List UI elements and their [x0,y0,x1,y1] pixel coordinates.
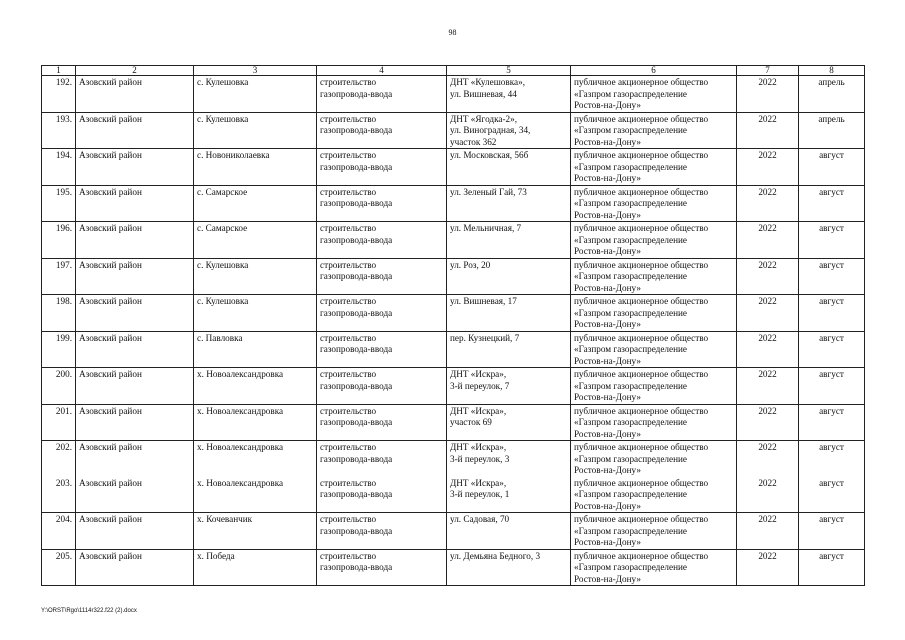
organization-cell-line: публичное акционерное общество [574,259,709,270]
column-header: 5 [447,66,571,76]
column-header: 2 [76,66,194,76]
organization-cell-line: «Газпром газораспределение [574,344,687,354]
year-cell: 2022 [737,331,799,368]
year-cell: 2022 [737,368,799,405]
work-cell-line: газопровода-ввода [320,417,393,427]
row-number: 193. [42,112,76,149]
month-cell: август [799,331,865,368]
work-cell [317,441,447,477]
settlement-cell: х. Новоалександровка [194,368,317,405]
month-cell: август [799,149,865,186]
table-row [42,185,865,222]
registry-table [41,65,865,586]
organization-cell-line: «Газпром газораспределение [574,271,687,281]
organization-cell [571,513,737,550]
organization-cell-line: публичное акционерное общество [574,405,709,416]
settlement-cell: с. Кулешовка [194,112,317,149]
address-cell-line: ул. Демьяна Бедного, 3 [450,550,541,561]
year-cell: 2022 [737,258,799,295]
table-row [42,477,865,513]
month-cell: август [799,477,865,513]
district-cell: Азовский район [76,222,194,259]
year-cell: 2022 [737,477,799,513]
address-cell [447,222,571,259]
month-cell: август [799,258,865,295]
work-cell-line: газопровода-ввода [320,125,393,135]
column-header: 8 [799,66,865,76]
work-cell-line: строительство [320,150,377,160]
work-cell-line: строительство [320,296,377,306]
year-cell: 2022 [737,222,799,259]
year-cell: 2022 [737,76,799,113]
organization-cell-line: публичное акционерное общество [574,442,709,452]
table-row [42,513,865,550]
work-cell [317,258,447,295]
organization-cell-line: «Газпром газораспределение [574,307,687,318]
work-cell-line: строительство [320,442,377,452]
work-cell-line: газопровода-ввода [320,380,393,391]
year-cell: 2022 [737,185,799,222]
month-cell: август [799,441,865,477]
organization-cell [571,331,737,368]
work-cell-line: строительство [320,77,377,87]
address-cell [447,513,571,550]
month-cell: август [799,295,865,332]
work-cell-line: газопровода-ввода [320,307,393,318]
organization-cell-line: публичное акционерное общество [574,369,709,379]
column-header: 4 [317,66,447,76]
organization-cell [571,368,737,405]
work-cell-line: строительство [320,223,377,233]
address-cell-line: ДНТ «Искра», [450,405,507,416]
address-cell-line: ДНТ «Искра», [450,477,507,488]
row-number: 196. [42,222,76,259]
work-cell [317,185,447,222]
column-header: 6 [571,66,737,76]
settlement-cell: х. Новоалександровка [194,404,317,441]
month-cell: август [799,404,865,441]
month-cell: август [799,513,865,550]
address-cell-line: 3-й переулок, 7 [450,380,510,391]
address-cell-line: 3-й переулок, 3 [450,453,510,464]
organization-cell [571,76,737,113]
settlement-cell: с. Кулешовка [194,295,317,332]
work-cell-line: газопровода-ввода [320,234,393,245]
work-cell-line: газопровода-ввода [320,562,393,572]
district-cell: Азовский район [76,295,194,332]
organization-cell-line: публичное акционерное общество [574,477,709,488]
organization-cell-line: публичное акционерное общество [574,223,709,233]
organization-cell-line: Ростов-на-Дону» [574,136,641,147]
organization-cell-line: публичное акционерное общество [574,77,709,87]
settlement-cell: х. Победа [194,549,317,586]
work-cell [317,295,447,332]
work-cell-line: газопровода-ввода [320,88,393,99]
work-cell [317,112,447,149]
table-row [42,368,865,405]
organization-cell-line: «Газпром газораспределение [574,525,687,536]
address-cell [447,331,571,368]
address-cell-line: участок 69 [450,417,492,427]
row-number: 192. [42,76,76,113]
row-number: 204. [42,513,76,550]
address-cell [447,258,571,295]
row-number: 205. [42,549,76,586]
organization-cell-line: «Газпром газораспределение [574,198,687,208]
organization-cell-line: Ростов-на-Дону» [574,246,641,256]
row-number: 195. [42,185,76,222]
organization-cell-line: «Газпром газораспределение [574,562,687,572]
table-row [42,441,865,477]
row-number: 202. [42,441,76,477]
organization-cell [571,404,737,441]
organization-cell [571,441,737,477]
work-cell-line: газопровода-ввода [320,271,393,281]
work-cell-line: строительство [320,405,377,416]
organization-cell-line: публичное акционерное общество [574,296,709,306]
address-cell-line: пер. Кузнецкий, 7 [450,332,520,343]
address-cell-line: ДНТ «Кулешовка», [450,77,525,87]
work-cell-line: газопровода-ввода [320,525,393,536]
work-cell [317,76,447,113]
address-cell-line: ул. Вишневая, 44 [450,88,517,99]
work-cell-line: газопровода-ввода [320,161,393,172]
district-cell: Азовский район [76,513,194,550]
row-number: 203. [42,477,76,513]
organization-cell-line: Ростов-на-Дону» [574,100,641,110]
address-cell-line: ДНТ «Искра», [450,442,507,452]
address-cell [447,441,571,477]
address-cell-line: ул. Садовая, 70 [450,514,510,524]
month-cell: август [799,368,865,405]
organization-cell [571,112,737,149]
settlement-cell: х. Новоалександровка [194,441,317,477]
organization-cell-line: публичное акционерное общество [574,186,709,197]
month-cell: август [799,222,865,259]
work-cell [317,513,447,550]
address-cell [447,368,571,405]
address-cell-line: ул. Зеленый Гай, 73 [450,186,527,197]
work-cell [317,404,447,441]
district-cell: Азовский район [76,185,194,222]
column-header: 3 [194,66,317,76]
table-row [42,112,865,149]
address-cell-line: ДНТ «Искра», [450,369,507,379]
settlement-cell: с. Павловка [194,331,317,368]
organization-cell-line: Ростов-на-Дону» [574,500,641,511]
row-number: 198. [42,295,76,332]
work-cell-line: газопровода-ввода [320,344,393,354]
organization-cell-line: публичное акционерное общество [574,514,709,524]
work-cell-line: строительство [320,259,377,270]
organization-cell-line: «Газпром газораспределение [574,88,687,99]
organization-cell [571,258,737,295]
organization-cell-line: «Газпром газораспределение [574,125,687,135]
table-row [42,331,865,368]
district-cell: Азовский район [76,258,194,295]
organization-cell [571,477,737,513]
work-cell [317,222,447,259]
page-number: 98 [448,28,457,37]
month-cell: апрель [799,76,865,113]
table-row [42,295,865,332]
address-cell-line: ул. Роз, 20 [450,259,491,270]
address-cell [447,149,571,186]
settlement-cell: с. Самарское [194,222,317,259]
address-cell-line: ул. Мельничная, 7 [450,223,522,233]
column-header: 7 [737,66,799,76]
organization-cell-line: Ростов-на-Дону» [574,173,641,183]
row-number: 199. [42,331,76,368]
work-cell-line: строительство [320,369,377,379]
district-cell: Азовский район [76,441,194,477]
address-cell-line: ул. Московская, 56б [450,150,529,160]
work-cell-line: газопровода-ввода [320,198,393,208]
organization-cell-line: Ростов-на-Дону» [574,428,641,439]
district-cell: Азовский район [76,404,194,441]
work-cell-line: газопровода-ввода [320,453,393,464]
organization-cell-line: «Газпром газораспределение [574,417,687,427]
organization-cell [571,222,737,259]
year-cell: 2022 [737,149,799,186]
organization-cell-line: публичное акционерное общество [574,150,709,160]
organization-cell-line: публичное акционерное общество [574,332,709,343]
address-cell [447,404,571,441]
work-cell [317,549,447,586]
district-cell: Азовский район [76,76,194,113]
month-cell: апрель [799,112,865,149]
month-cell: август [799,549,865,586]
year-cell: 2022 [737,295,799,332]
settlement-cell: х. Новоалександровка [194,477,317,513]
settlement-cell: с. Новониколаевка [194,149,317,186]
table-row [42,404,865,441]
work-cell-line: строительство [320,514,377,524]
organization-cell [571,185,737,222]
table-row [42,149,865,186]
organization-cell-line: Ростов-на-Дону» [574,573,641,584]
work-cell [317,477,447,513]
district-cell: Азовский район [76,477,194,513]
organization-cell-line: Ростов-на-Дону» [574,209,641,220]
address-cell-line: участок 362 [450,136,497,147]
work-cell [317,368,447,405]
organization-cell-line: Ростов-на-Дону» [574,465,641,475]
settlement-cell: с. Кулешовка [194,76,317,113]
table-row [42,258,865,295]
work-cell-line: строительство [320,332,377,343]
address-cell [447,185,571,222]
district-cell: Азовский район [76,368,194,405]
year-cell: 2022 [737,549,799,586]
row-number: 197. [42,258,76,295]
work-cell-line: строительство [320,113,377,124]
organization-cell-line: Ростов-на-Дону» [574,282,641,293]
row-number: 194. [42,149,76,186]
work-cell [317,149,447,186]
organization-cell-line: «Газпром газораспределение [574,161,687,172]
address-cell-line: 3-й переулок, 1 [450,489,510,499]
organization-cell-line: Ростов-на-Дону» [574,537,641,547]
organization-cell-line: публичное акционерное общество [574,113,709,124]
column-number-row [42,66,865,76]
organization-cell-line: «Газпром газораспределение [574,453,687,464]
district-cell: Азовский район [76,549,194,586]
address-cell [447,295,571,332]
address-cell [447,549,571,586]
file-path-footer: Y:\ORST\Rgo\1114r322.f22 (2).docx [41,608,137,614]
row-number: 201. [42,404,76,441]
district-cell: Азовский район [76,112,194,149]
settlement-cell: х. Кочеванчик [194,513,317,550]
work-cell-line: строительство [320,477,377,488]
work-cell [317,331,447,368]
organization-cell [571,149,737,186]
settlement-cell: с. Кулешовка [194,258,317,295]
organization-cell-line: «Газпром газораспределение [574,489,687,499]
organization-cell-line: Ростов-на-Дону» [574,319,641,329]
organization-cell [571,295,737,332]
organization-cell-line: «Газпром газораспределение [574,234,687,245]
year-cell: 2022 [737,441,799,477]
organization-cell-line: публичное акционерное общество [574,550,709,561]
district-cell: Азовский район [76,149,194,186]
organization-cell-line: Ростов-на-Дону» [574,355,641,366]
table-row [42,549,865,586]
address-cell-line: ДНТ «Ягодка-2», [450,113,518,124]
work-cell-line: строительство [320,186,377,197]
address-cell-line: ул. Виноградная, 34, [450,125,531,135]
organization-cell [571,549,737,586]
year-cell: 2022 [737,404,799,441]
month-cell: август [799,185,865,222]
address-cell [447,477,571,513]
year-cell: 2022 [737,513,799,550]
organization-cell-line: Ростов-на-Дону» [574,392,641,402]
organization-cell-line: «Газпром газораспределение [574,380,687,391]
table-row [42,76,865,113]
address-cell [447,76,571,113]
year-cell: 2022 [737,112,799,149]
address-cell [447,112,571,149]
work-cell-line: газопровода-ввода [320,489,393,499]
settlement-cell: с. Самарское [194,185,317,222]
table-row [42,222,865,259]
address-cell-line: ул. Вишневая, 17 [450,296,517,306]
column-header: 1 [42,66,76,76]
row-number: 200. [42,368,76,405]
work-cell-line: строительство [320,550,377,561]
district-cell: Азовский район [76,331,194,368]
